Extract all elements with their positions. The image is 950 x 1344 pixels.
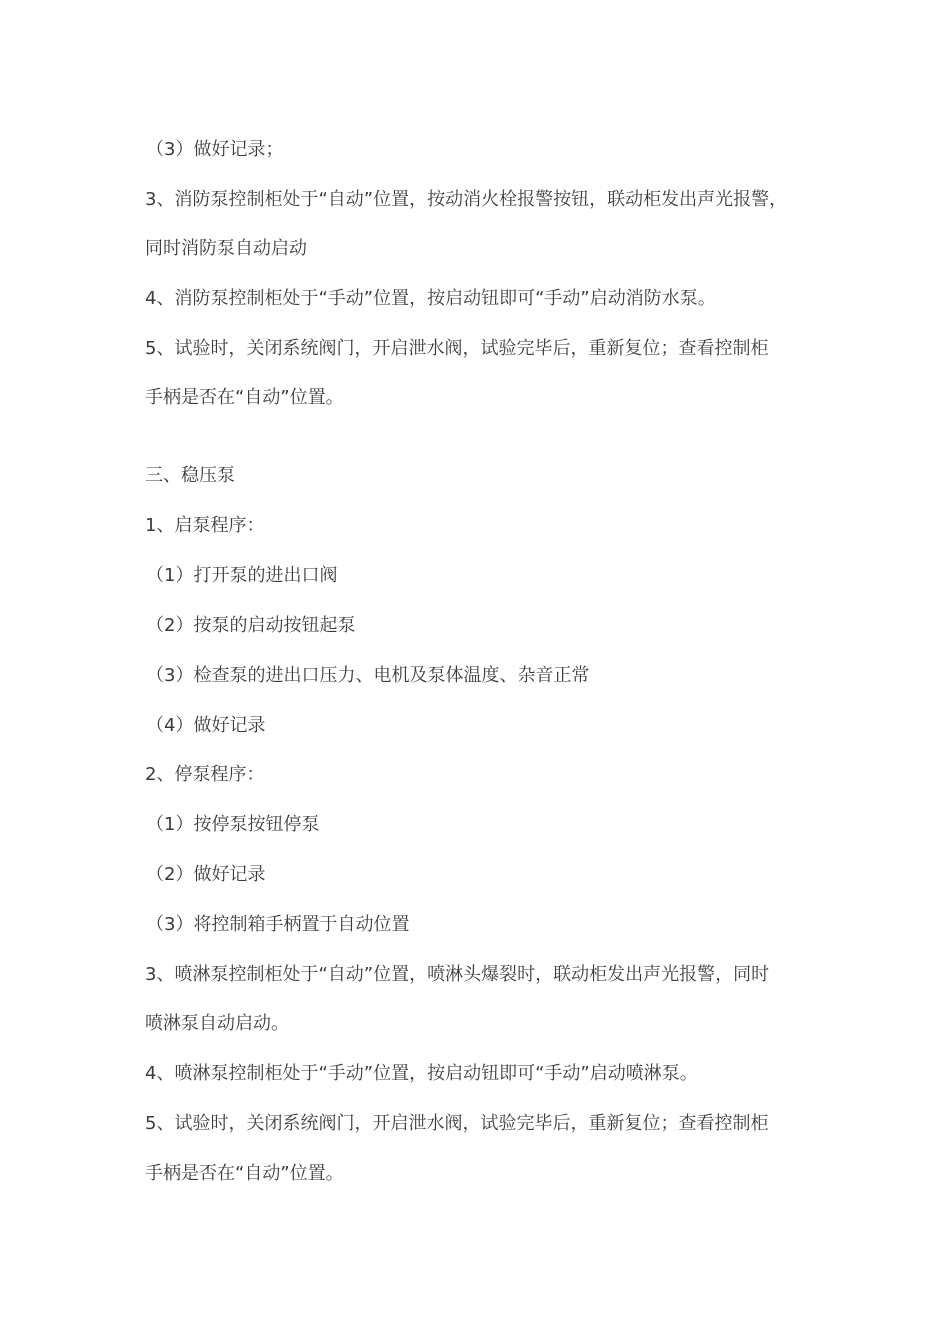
text-line: （3）将控制箱手柄置于自动位置 [146, 914, 410, 935]
text-line: 5、试验时，关闭系统阀门，开启泄水阀，试验完毕后，重新复位；查看控制柜 [145, 1113, 769, 1134]
section-heading: 三、稳压泵 [145, 465, 235, 486]
text-line: （1）打开泵的进出口阀 [146, 565, 338, 586]
text-line: （3）做好记录； [146, 139, 284, 160]
text-line: （2）做好记录 [146, 864, 266, 885]
text-line: 喷淋泵自动启动。 [145, 1013, 289, 1034]
text-line: 手柄是否在“自动”位置。 [145, 1163, 344, 1184]
text-line: 1、启泵程序： [145, 515, 265, 536]
text-line: 同时消防泵自动启动 [145, 238, 307, 259]
text-line: 3、消防泵控制柜处于“自动”位置，按动消火栓报警按钮，联动柜发出声光报警， [145, 189, 788, 210]
text-line: （1）按停泵按钮停泵 [146, 814, 320, 835]
text-line: 5、试验时，关闭系统阀门，开启泄水阀，试验完毕后，重新复位；查看控制柜 [145, 338, 769, 359]
text-line: （3）检查泵的进出口压力、电机及泵体温度、杂音正常 [146, 665, 590, 686]
text-line: （2）按泵的启动按钮起泵 [146, 615, 356, 636]
text-line: （4）做好记录 [146, 715, 266, 736]
text-line: 2、停泵程序： [145, 764, 265, 785]
text-line: 3、喷淋泵控制柜处于“自动”位置，喷淋头爆裂时，联动柜发出声光报警，同时 [145, 964, 770, 985]
text-line: 4、消防泵控制柜处于“手动”位置，按启动钮即可“手动”启动消防水泵。 [145, 288, 716, 309]
text-line: 手柄是否在“自动”位置。 [145, 387, 344, 408]
text-line: 4、喷淋泵控制柜处于“手动”位置，按启动钮即可“手动”启动喷淋泵。 [145, 1063, 698, 1084]
